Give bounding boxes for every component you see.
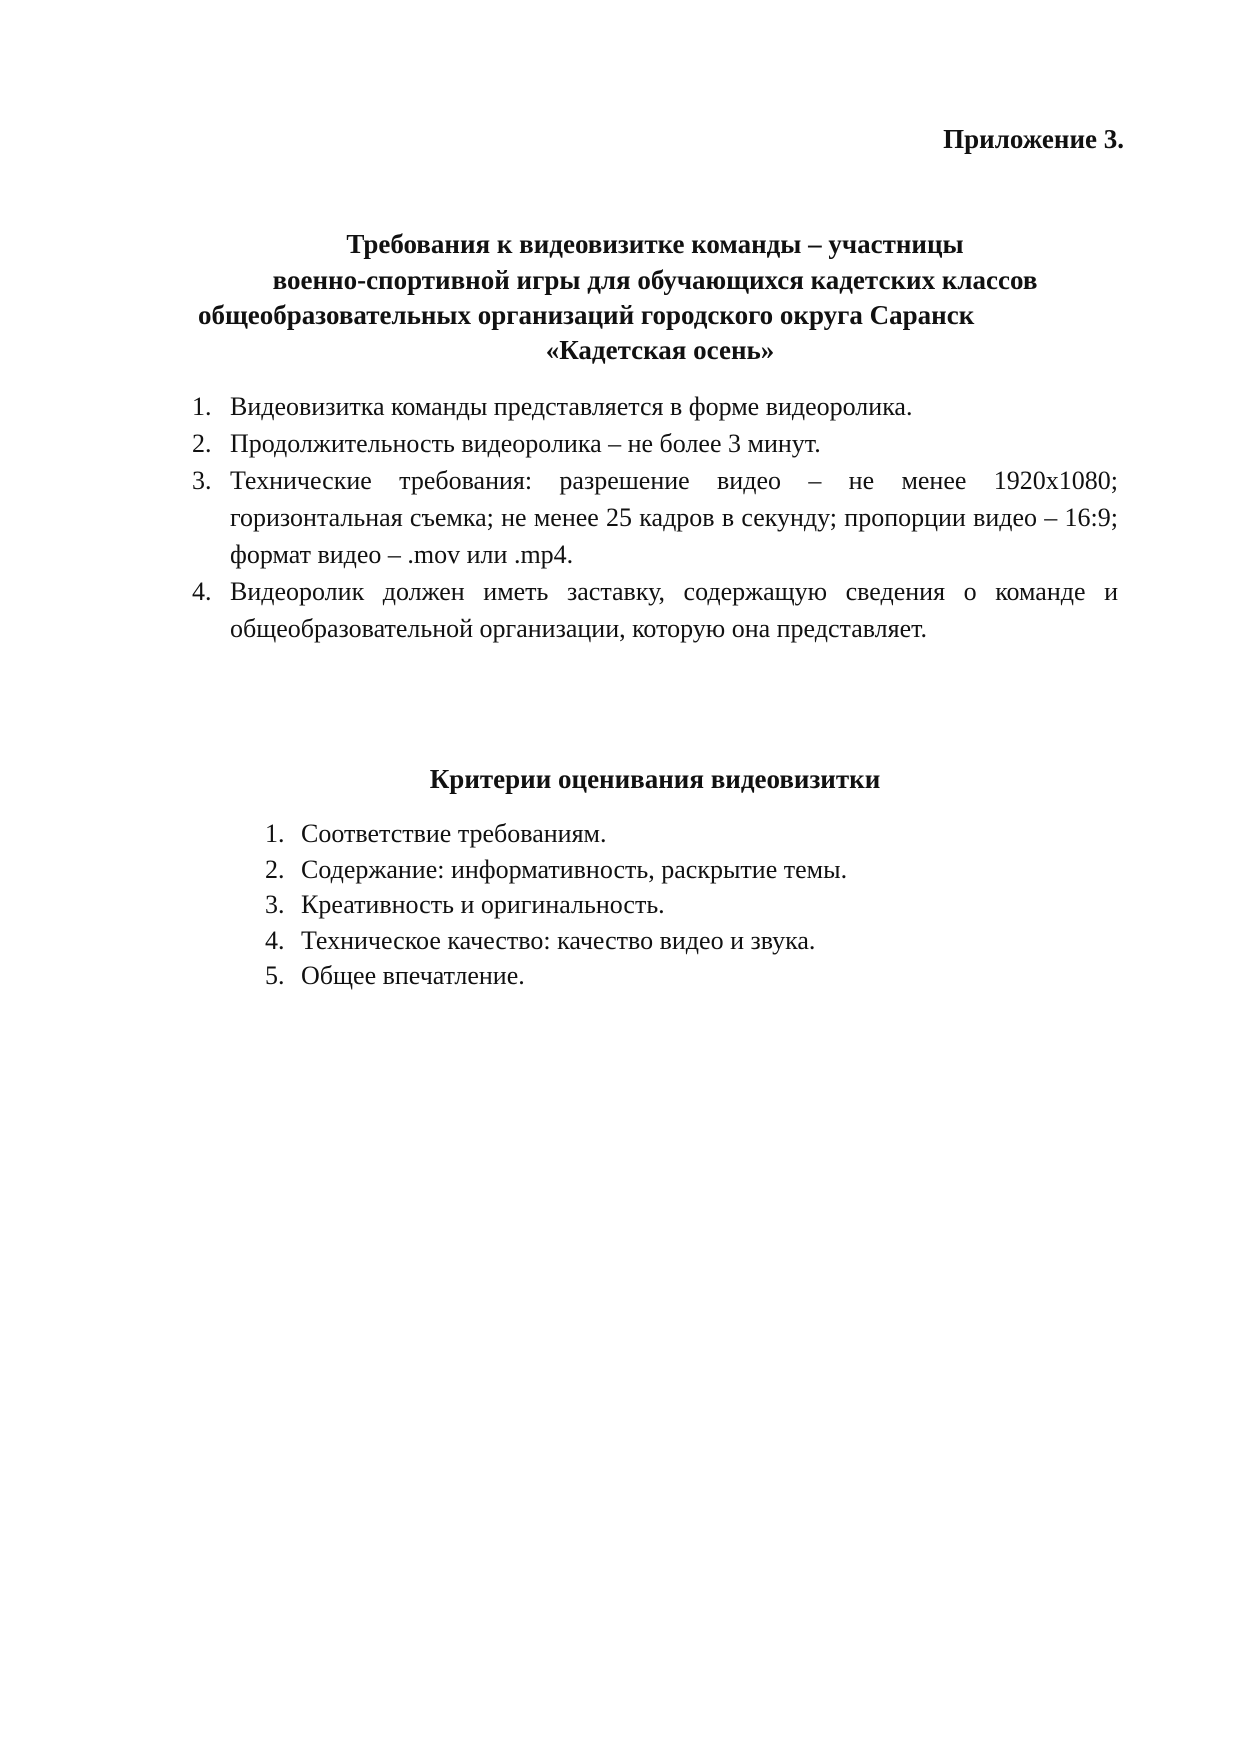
list-item (192, 462, 1118, 573)
list-item-number: 2. (192, 429, 212, 458)
list-item-number: 4. (192, 577, 212, 606)
criteria-list (265, 816, 847, 994)
list-item-text: Технические требования: разрешение видео – не менее 1920x1080; горизонтальная съемка; не менее 25 кадров в секунду; пропорции видео – 16:9; формат видео – .mov или .mp4. (230, 466, 1118, 569)
list-item (192, 425, 1118, 462)
list-item (265, 852, 847, 888)
list-item-number: 4. (265, 925, 285, 955)
criteria-heading: Критерии оценивания видеовизитки (429, 764, 881, 794)
list-item (265, 887, 847, 923)
list-item (265, 816, 847, 852)
requirements-list (192, 388, 1118, 647)
title-line-1: Требования к видеовизитке команды – участницы (346, 229, 964, 259)
list-item-number: 1. (192, 392, 212, 421)
list-item (265, 923, 847, 959)
list-item-number: 3. (265, 890, 285, 919)
title-line-3: общеобразовательных организаций городского округа Саранск (198, 300, 975, 330)
title-line-4: «Кадетская осень» (545, 335, 775, 365)
list-item-number: 3. (192, 466, 212, 495)
list-item-text: Соответствие требованиям. (301, 819, 607, 848)
list-item-number: 5. (265, 961, 285, 990)
list-item-text: Содержание: информативность, раскрытие темы. (301, 854, 848, 884)
appendix-label: Приложение 3. (943, 124, 1124, 154)
list-item-text: Видеовизитка команды представляется в форме видеоролика. (230, 392, 913, 421)
list-item-number: 1. (265, 819, 285, 848)
list-item-text: Видеоролик должен иметь заставку, содержащую сведения о команде и общеобразовательной организации, которую она представляет. (230, 577, 1118, 643)
list-item (192, 573, 1118, 647)
list-item-text: Креативность и оригинальность. (301, 890, 665, 919)
list-item (192, 388, 1118, 425)
list-item-text: Продолжительность видеоролика – не более 3 минут. (230, 429, 821, 458)
title-line-2: военно-спортивной игры для обучающихся кадетских классов (272, 265, 1038, 295)
list-item-number: 2. (265, 854, 285, 884)
list-item-text: Общее впечатление. (301, 961, 525, 990)
list-item-text: Техническое качество: качество видео и звука. (301, 925, 816, 955)
list-item (265, 958, 847, 994)
